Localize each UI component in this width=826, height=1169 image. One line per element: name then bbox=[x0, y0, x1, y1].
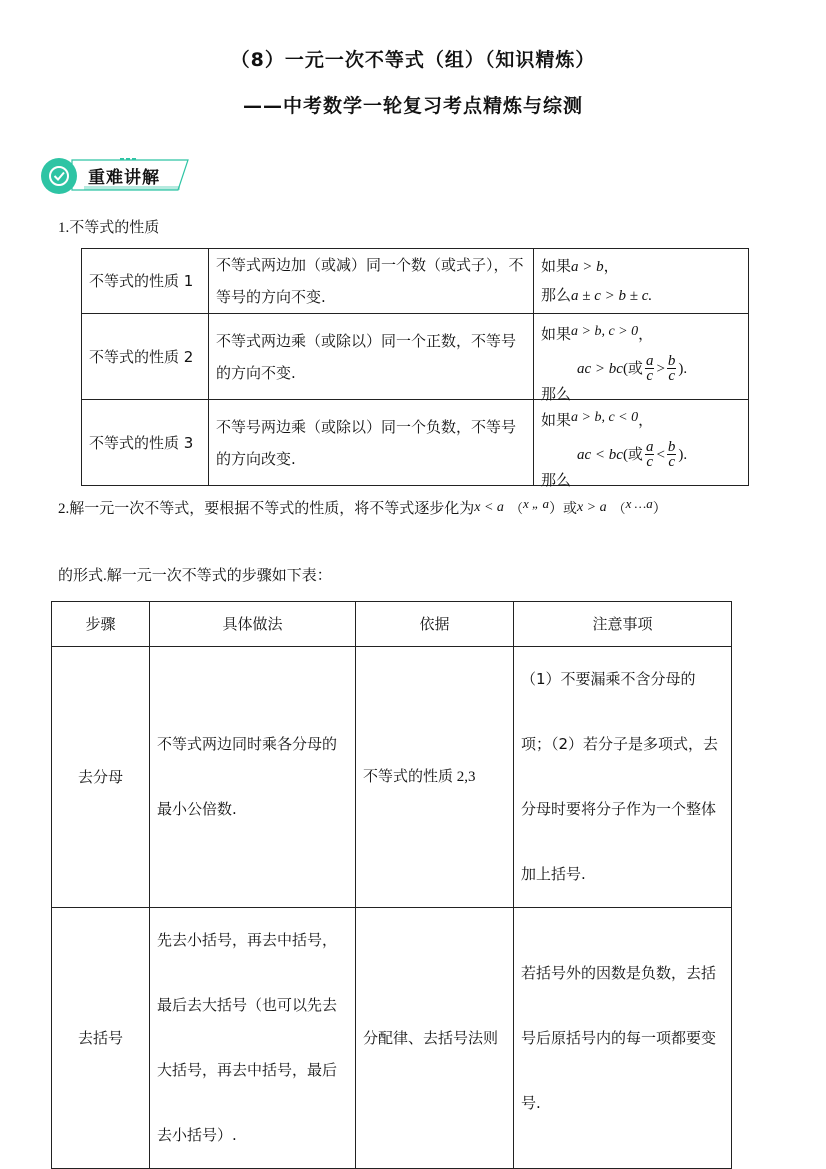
table-row bbox=[52, 908, 732, 1169]
step-basis: 不等式的性质 2,3 bbox=[356, 647, 514, 908]
formula-operator: < bbox=[656, 447, 665, 463]
step-method: 不等式两边同时乘各分母的最小公倍数. bbox=[150, 647, 356, 908]
paren-open: （ bbox=[612, 502, 626, 517]
step-note: （1）不要漏乘不含分母的项；（2）若分子是多项式，去分母时要将分子作为一个整体加上括号. bbox=[514, 647, 732, 908]
formula-if: 如果 bbox=[541, 257, 572, 275]
formula-operator: > bbox=[656, 361, 665, 377]
page-subtitle: ——中考数学一轮复习考点精炼与综测 bbox=[242, 95, 583, 117]
column-header: 具体做法 bbox=[150, 602, 356, 647]
fraction-denominator: c bbox=[668, 368, 675, 384]
step-method: 先去小括号，再去中括号，最后去大括号（也可以先去大括号，再去中括号，最后去小括号）. bbox=[150, 908, 356, 1169]
property-formula bbox=[534, 314, 749, 403]
step-basis: 分配律、去括号法则 bbox=[356, 908, 514, 1169]
fraction-denominator: c bbox=[646, 454, 654, 470]
formula-or: (或 bbox=[622, 447, 643, 463]
formula-condition: a > b, c < 0 bbox=[571, 410, 639, 425]
formula-end: ). bbox=[678, 361, 688, 377]
fraction-a-over-c bbox=[645, 354, 655, 383]
column-header: 依据 bbox=[356, 602, 514, 647]
table-row bbox=[82, 249, 749, 314]
property-desc: 不等号两边乘（或除以）同一个负数，不等号的方向改变. bbox=[209, 400, 534, 486]
formula-if: 如果 bbox=[541, 411, 572, 429]
fraction-b-over-c bbox=[667, 354, 677, 383]
inequality-le: x „ a bbox=[522, 496, 549, 511]
properties-table bbox=[81, 248, 749, 489]
formula-comma: ， bbox=[603, 257, 619, 275]
formula-condition: a > b bbox=[571, 259, 604, 275]
formula-result: a ± c > b ± c. bbox=[571, 288, 653, 304]
property-name: 不等式的性质 1 bbox=[82, 249, 209, 314]
property-formula bbox=[534, 249, 749, 314]
table-row bbox=[52, 647, 732, 908]
fraction-numerator: a bbox=[645, 439, 654, 455]
fraction-numerator: a bbox=[645, 353, 654, 369]
formula-if: 如果 bbox=[541, 325, 572, 343]
fraction-denominator: c bbox=[646, 368, 654, 384]
fraction-b-over-c bbox=[667, 440, 677, 469]
table-header-row bbox=[52, 602, 732, 647]
formula-then: 那么 bbox=[541, 385, 572, 403]
inequality-gt: x > a bbox=[576, 500, 607, 515]
step-note: 若括号外的因数是负数，去括号后原括号内的每一项都要变号. bbox=[514, 908, 732, 1169]
formula-result: ac < bc bbox=[577, 447, 623, 463]
formula-then: 那么 bbox=[541, 286, 572, 304]
property-formula bbox=[534, 400, 749, 489]
section-badge bbox=[40, 156, 192, 196]
fraction-numerator: b bbox=[667, 353, 676, 369]
step-name: 去括号 bbox=[52, 908, 150, 1169]
section-badge-label: 重难讲解 bbox=[88, 168, 160, 188]
property-name: 不等式的性质 3 bbox=[82, 400, 209, 486]
page-title: （8）一元一次不等式（组）（知识精炼） bbox=[230, 49, 596, 71]
fraction-a-over-c bbox=[645, 440, 655, 469]
inequality-lt: x < a bbox=[474, 500, 504, 515]
formula-comma: ， bbox=[638, 325, 654, 343]
property-desc: 不等式两边乘（或除以）同一个正数，不等号的方向不变. bbox=[209, 314, 534, 400]
steps-table bbox=[51, 601, 732, 1169]
point1-heading: 1.不等式的性质 bbox=[58, 220, 160, 236]
point2-text: 2.解一元一次不等式，要根据不等式的性质，将不等式逐步化为 bbox=[58, 501, 475, 517]
property-desc: 不等式两边加（或减）同一个数（或式子），不等号的方向不变. bbox=[209, 249, 534, 314]
formula-result: ac > bc bbox=[577, 361, 623, 377]
paren-close-or: ）或 bbox=[548, 501, 577, 517]
check-circle-icon bbox=[40, 156, 80, 196]
formula-comma: ， bbox=[638, 411, 654, 429]
paren-open: （ bbox=[509, 502, 523, 517]
table-row bbox=[82, 314, 749, 400]
column-header: 步骤 bbox=[52, 602, 150, 647]
point2-line1 bbox=[58, 496, 667, 518]
formula-condition: a > b, c > 0 bbox=[571, 324, 639, 339]
formula-or: (或 bbox=[622, 361, 643, 377]
property-name: 不等式的性质 2 bbox=[82, 314, 209, 400]
inequality-ge: x …a bbox=[625, 496, 653, 511]
step-name: 去分母 bbox=[52, 647, 150, 908]
point2-line2: 的形式.解一元一次不等式的步骤如下表： bbox=[58, 568, 332, 584]
fraction-numerator: b bbox=[667, 439, 676, 455]
paren-close: ） bbox=[652, 501, 667, 517]
formula-end: ). bbox=[678, 447, 688, 463]
column-header: 注意事项 bbox=[514, 602, 732, 647]
table-row bbox=[82, 400, 749, 486]
formula-then: 那么 bbox=[541, 471, 572, 489]
fraction-denominator: c bbox=[668, 454, 675, 470]
